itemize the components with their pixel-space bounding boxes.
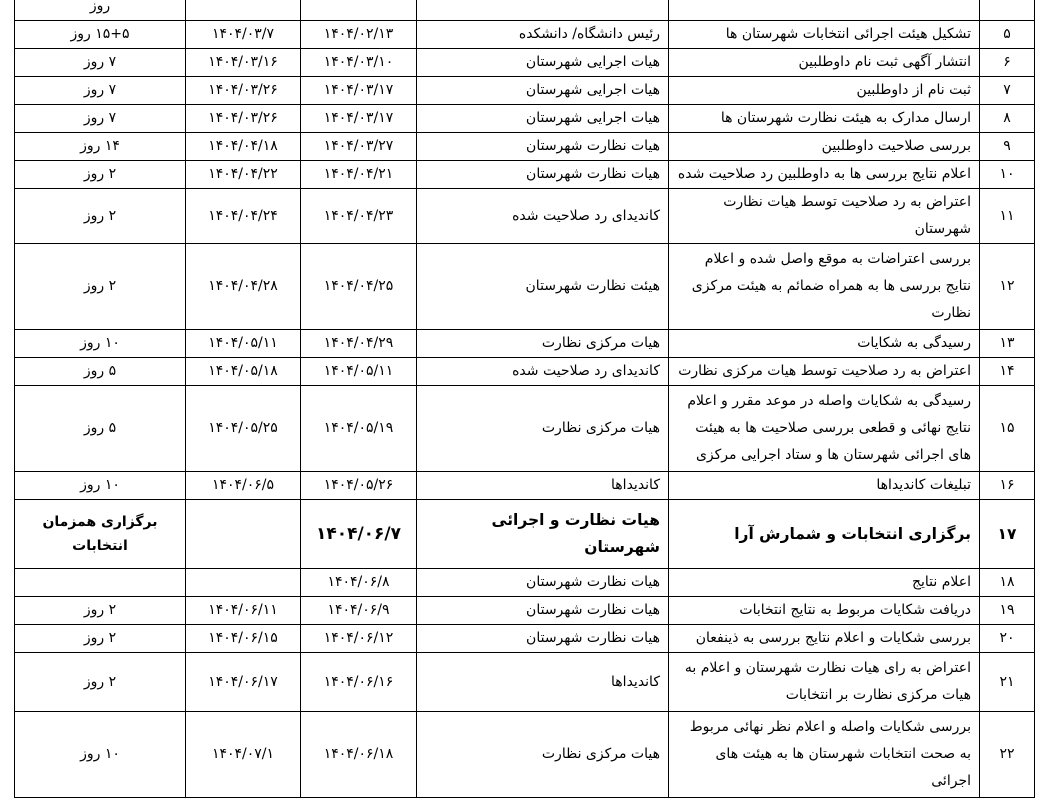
activity-title-cell: تبلیغات کاندیداها (669, 472, 980, 500)
table-row (15, 77, 1035, 105)
row-number-cell: ۲۱ (980, 653, 1035, 712)
row-number-cell: ۷ (980, 77, 1035, 105)
end-date-cell: ۱۴۰۴/۰۴/۲۸ (186, 244, 301, 330)
responsible-body-cell: هیات نظارت شهرستان (417, 597, 669, 625)
start-date-cell: ۱۴۰۴/۰۶/۱۸ (301, 712, 417, 798)
responsible-body-cell: هیات اجرایی شهرستان (417, 77, 669, 105)
responsible-body-cell: هیات نظارت شهرستان (417, 569, 669, 597)
row-number-cell: ۱۶ (980, 472, 1035, 500)
table-row (15, 712, 1035, 798)
duration-cell: روز (15, 0, 186, 21)
duration-cell: ۱۵+۵ روز (15, 21, 186, 49)
end-date-cell: ۱۴۰۴/۰۶/۵ (186, 472, 301, 500)
start-date-cell: ۱۴۰۴/۰۶/۸ (301, 569, 417, 597)
duration-cell: ۲ روز (15, 244, 186, 330)
start-date-cell: ۱۴۰۴/۰۶/۱۲ (301, 625, 417, 653)
duration-cell: ۵ روز (15, 358, 186, 386)
row-number-cell: ۶ (980, 49, 1035, 77)
responsible-body-cell: هیات اجرایی شهرستان (417, 105, 669, 133)
responsible-body-cell: هیات مرکزی نظارت (417, 712, 669, 798)
activity-title-cell: اعتراض به رد صلاحیت توسط هیات نظارت شهرستان (669, 189, 980, 244)
row-number-cell: ۲۰ (980, 625, 1035, 653)
end-date-cell: ۱۴۰۴/۰۵/۱۱ (186, 330, 301, 358)
start-date-cell: ۱۴۰۴/۰۶/۹ (301, 597, 417, 625)
start-date-cell: ۱۴۰۴/۰۵/۲۶ (301, 472, 417, 500)
end-date-cell: ۱۴۰۴/۰۴/۱۸ (186, 133, 301, 161)
table-row (15, 625, 1035, 653)
duration-cell: ۷ روز (15, 49, 186, 77)
duration-cell: ۱۴ روز (15, 133, 186, 161)
responsible-body-cell: کاندیداها (417, 653, 669, 712)
responsible-body-cell: هیئت نظارت شهرستان (417, 244, 669, 330)
activity-title-cell: اعتراض به رای هیات نظارت شهرستان و اعلام به هیات مرکزی نظارت بر انتخابات (669, 653, 980, 712)
start-date-cell: ۱۴۰۴/۰۳/۲۷ (301, 133, 417, 161)
row-number-cell: ۱۵ (980, 386, 1035, 472)
responsible-body-cell: کاندیداها (417, 472, 669, 500)
activity-title-cell: برگزاری انتخابات و شمارش آرا (669, 500, 980, 569)
election-schedule-table (14, 0, 1035, 798)
table-row (15, 500, 1035, 569)
activity-title-cell: ثبت نام از داوطلبین (669, 77, 980, 105)
row-number-cell: ۲۲ (980, 712, 1035, 798)
start-date-cell (301, 0, 417, 21)
table-row (15, 386, 1035, 472)
table-row (15, 653, 1035, 712)
activity-title-cell: بررسی اعتراضات به موقع واصل شده و اعلام نتایج بررسی ها به همراه ضمائم به هیئت مرکزی نظارت (669, 244, 980, 330)
start-date-cell: ۱۴۰۴/۰۳/۱۷ (301, 77, 417, 105)
end-date-cell: ۱۴۰۴/۰۵/۱۸ (186, 358, 301, 386)
start-date-cell: ۱۴۰۴/۰۶/۷ (301, 500, 417, 569)
responsible-body-cell: هیات نظارت و اجرائی شهرستان (417, 500, 669, 569)
activity-title-cell: اعلام نتایج بررسی ها به داوطلبین رد صلاحیت شده (669, 161, 980, 189)
duration-cell (15, 569, 186, 597)
table-row (15, 244, 1035, 330)
table-row (15, 49, 1035, 77)
activity-title-cell: بررسی صلاحیت داوطلبین (669, 133, 980, 161)
duration-cell: ۲ روز (15, 653, 186, 712)
responsible-body-cell: هیات نظارت شهرستان (417, 161, 669, 189)
duration-cell: ۲ روز (15, 625, 186, 653)
row-number-cell: ۱۸ (980, 569, 1035, 597)
responsible-body-cell: کاندیدای رد صلاحیت شده (417, 358, 669, 386)
schedule-body (15, 0, 1035, 798)
end-date-cell: ۱۴۰۴/۰۶/۱۷ (186, 653, 301, 712)
activity-title-cell: اعلام نتایج (669, 569, 980, 597)
responsible-body-cell: هیات اجرایی شهرستان (417, 49, 669, 77)
row-number-cell: ۱۰ (980, 161, 1035, 189)
table-row (15, 597, 1035, 625)
start-date-cell: ۱۴۰۴/۰۶/۱۶ (301, 653, 417, 712)
responsible-body-cell: هیات مرکزی نظارت (417, 330, 669, 358)
activity-title-cell: دریافت شکایات مربوط به نتایج انتخابات (669, 597, 980, 625)
activity-title-cell: انتشار آگهی ثبت نام داوطلبین (669, 49, 980, 77)
end-date-cell: ۱۴۰۴/۰۵/۲۵ (186, 386, 301, 472)
end-date-cell (186, 569, 301, 597)
table-row (15, 161, 1035, 189)
activity-title-cell: رسیدگی به شکایات واصله در موعد مقرر و اعلام نتایج نهائی و قطعی بررسی صلاحیت ها به هیئت های اجرائی شهرستان ها و ستاد اجرایی مرکزی (669, 386, 980, 472)
row-number-cell: ۱۹ (980, 597, 1035, 625)
end-date-cell (186, 0, 301, 21)
responsible-body-cell: هیات نظارت شهرستان (417, 133, 669, 161)
table-row (15, 21, 1035, 49)
end-date-cell: ۱۴۰۴/۰۷/۱ (186, 712, 301, 798)
end-date-cell (186, 500, 301, 569)
activity-title-cell: بررسی شکایات واصله و اعلام نظر نهائی مربوط به صحت انتخابات شهرستان ها به هیئت های اجرائی (669, 712, 980, 798)
table-row (15, 358, 1035, 386)
table-row (15, 472, 1035, 500)
end-date-cell: ۱۴۰۴/۰۳/۲۶ (186, 105, 301, 133)
duration-cell: ۵ روز (15, 386, 186, 472)
activity-title-cell: بررسی شکایات و اعلام نتایج بررسی به ذینفعان (669, 625, 980, 653)
row-number-cell: ۱۷ (980, 500, 1035, 569)
end-date-cell: ۱۴۰۴/۰۳/۷ (186, 21, 301, 49)
start-date-cell: ۱۴۰۴/۰۲/۱۳ (301, 21, 417, 49)
start-date-cell: ۱۴۰۴/۰۵/۱۱ (301, 358, 417, 386)
activity-title-cell: تشکیل هیئت اجرائی انتخابات شهرستان ها (669, 21, 980, 49)
duration-cell: ۱۰ روز (15, 330, 186, 358)
activity-title-cell (669, 0, 980, 21)
start-date-cell: ۱۴۰۴/۰۴/۲۳ (301, 189, 417, 244)
responsible-body-cell (417, 0, 669, 21)
activity-title-cell: رسیدگی به شکایات (669, 330, 980, 358)
end-date-cell: ۱۴۰۴/۰۴/۲۴ (186, 189, 301, 244)
responsible-body-cell: هیات نظارت شهرستان (417, 625, 669, 653)
start-date-cell: ۱۴۰۴/۰۳/۱۷ (301, 105, 417, 133)
duration-cell: ۲ روز (15, 597, 186, 625)
table-row (15, 189, 1035, 244)
start-date-cell: ۱۴۰۴/۰۳/۱۰ (301, 49, 417, 77)
duration-cell: ۱۰ روز (15, 712, 186, 798)
activity-title-cell: ارسال مدارک به هیئت نظارت شهرستان ها (669, 105, 980, 133)
table-row (15, 569, 1035, 597)
row-number-cell: ۱۴ (980, 358, 1035, 386)
end-date-cell: ۱۴۰۴/۰۴/۲۲ (186, 161, 301, 189)
end-date-cell: ۱۴۰۴/۰۶/۱۵ (186, 625, 301, 653)
duration-cell: ۱۰ روز (15, 472, 186, 500)
start-date-cell: ۱۴۰۴/۰۴/۲۱ (301, 161, 417, 189)
table-row (15, 330, 1035, 358)
row-number-cell: ۱۳ (980, 330, 1035, 358)
duration-cell: برگزاری همزمان انتخابات (15, 500, 186, 569)
duration-cell: ۷ روز (15, 77, 186, 105)
row-number-cell: ۵ (980, 21, 1035, 49)
start-date-cell: ۱۴۰۴/۰۴/۲۵ (301, 244, 417, 330)
duration-cell: ۷ روز (15, 105, 186, 133)
row-number-cell (980, 0, 1035, 21)
row-number-cell: ۱۲ (980, 244, 1035, 330)
start-date-cell: ۱۴۰۴/۰۴/۲۹ (301, 330, 417, 358)
table-row (15, 105, 1035, 133)
responsible-body-cell: رئیس دانشگاه/ دانشکده (417, 21, 669, 49)
table-row (15, 133, 1035, 161)
row-number-cell: ۸ (980, 105, 1035, 133)
activity-title-cell: اعتراض به رد صلاحیت توسط هیات مرکزی نظارت (669, 358, 980, 386)
row-number-cell: ۱۱ (980, 189, 1035, 244)
row-number-cell: ۹ (980, 133, 1035, 161)
duration-cell: ۲ روز (15, 189, 186, 244)
start-date-cell: ۱۴۰۴/۰۵/۱۹ (301, 386, 417, 472)
duration-cell: ۲ روز (15, 161, 186, 189)
end-date-cell: ۱۴۰۴/۰۶/۱۱ (186, 597, 301, 625)
responsible-body-cell: هیات مرکزی نظارت (417, 386, 669, 472)
end-date-cell: ۱۴۰۴/۰۳/۲۶ (186, 77, 301, 105)
end-date-cell: ۱۴۰۴/۰۳/۱۶ (186, 49, 301, 77)
responsible-body-cell: کاندیدای رد صلاحیت شده (417, 189, 669, 244)
table-row (15, 0, 1035, 21)
